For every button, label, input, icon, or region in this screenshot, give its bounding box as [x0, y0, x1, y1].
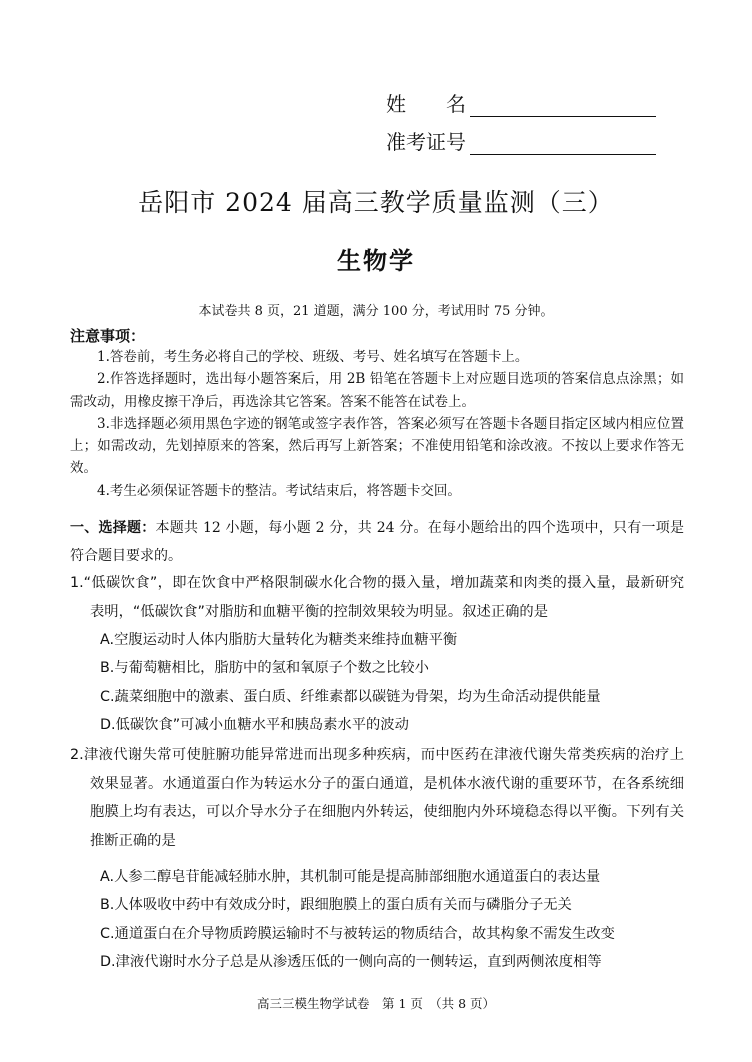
name-field	[386, 88, 656, 117]
question-stem: 1.“低碳饮食”，即在饮食中严格限制碳水化合物的摄入量，增加蔬菜和肉类的摄入量，最新研究表明，“低碳饮食”对脂肪和血糖平衡的控制效果较为明显。叙述正确的是	[70, 575, 684, 620]
note-item: 2.作答选择题时，选出每小题答案后，用 2B 铅笔在答题卡上对应题目选项的答案信息点涂黑；如需改动，用橡皮擦干净后，再选涂其它答案。答案不能答在试卷上。	[70, 371, 684, 410]
question-2-option-d: D.津液代谢时水分子总是从渗透压低的一侧向高的一侧转运，直到两侧浓度相等	[100, 954, 602, 970]
question-1-option-d: D.低碳饮食”可减小血糖水平和胰岛素水平的波动	[100, 717, 409, 733]
question-2-option-c: C.通道蛋白在介导物质跨膜运输时不与被转运的物质结合，故其构象不需发生改变	[100, 926, 615, 942]
page-footer: 高三三模生物学试卷 第 1 页 （共 8 页）	[256, 996, 496, 1011]
exam-info: 本试卷共 8 页，21 道题，满分 100 分，考试用时 75 分钟。	[198, 304, 554, 319]
subject-title: 生物学	[337, 246, 415, 275]
ticket-number-label: 准考证号	[386, 130, 466, 154]
note-item: 3.非选择题必须用黑色字迹的钢笔或签字表作答，答案必须写在答题卡各题目指定区域内相应位置上；如需改动，先划掉原来的答案，然后再写上新答案；不准使用铅笔和涂改液。不按以上要求作答无效。	[70, 415, 684, 477]
notes-list	[70, 346, 684, 502]
ticket-number-blank-line	[470, 130, 656, 155]
exam-title: 岳阳市 2024 届高三教学质量监测（三）	[138, 188, 614, 217]
name-label: 姓 名	[386, 92, 466, 116]
note-item: 4.考生必须保证答题卡的整洁。考试结束后，将答题卡交回。	[97, 482, 461, 499]
question-2-option-a: A.人参二醇皂苷能减轻肺水肿，其机制可能是提高肺部细胞水通道蛋白的表达量	[100, 869, 601, 885]
question-2	[70, 741, 684, 855]
name-blank-line	[470, 92, 656, 117]
notes-heading: 注意事项：	[70, 327, 146, 345]
question-1-option-b: B.与葡萄糖相比，脂肪中的氢和氧原子个数之比较小	[100, 660, 429, 676]
question-stem: 2.津液代谢失常可使脏腑功能异常进而出现多种疾病，而中医药在津液代谢失常类疾病的治疗上效果显著。水通道蛋白作为转运水分子的蛋白通道，是机体水液代谢的重要环节，在各系统细胞膜上均有表达，可以介导水分子在细胞内外转运，使细胞内外环境稳态得以平衡。下列有关推断正确的是	[70, 747, 684, 849]
ticket-number-field	[386, 126, 656, 155]
section-instructions: 本题共 12 小题，每小题 2 分，共 24 分。在每小题给出的四个选项中，只有一项是符合题目要求的。	[70, 520, 684, 564]
note-item: 1.答卷前，考生务必将自己的学校、班级、考号、姓名填写在答题卡上。	[97, 349, 529, 365]
question-1-option-c: C.蔬菜细胞中的激素、蛋白质、纤维素都以碳链为骨架，均为生命活动提供能量	[100, 689, 601, 705]
question-1-option-a: A.空腹运动时人体内脂肪大量转化为糖类来维持血糖平衡	[100, 632, 458, 648]
question-2-option-b: B.人体吸收中药中有效成分时，跟细胞膜上的蛋白质有关而与磷脂分子无关	[100, 897, 572, 913]
section-label: 一、选择题：	[70, 520, 156, 536]
section-header	[70, 514, 684, 570]
question-1	[70, 569, 684, 626]
